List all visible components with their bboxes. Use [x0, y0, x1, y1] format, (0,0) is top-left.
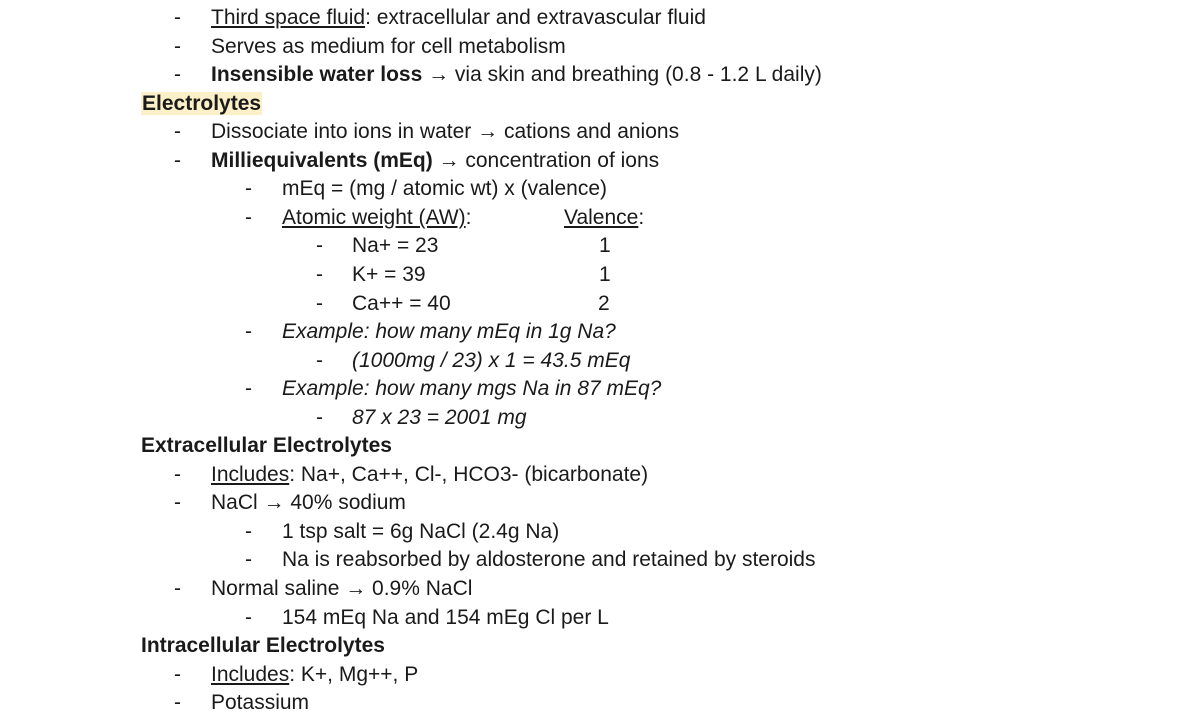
- line-text: [211, 118, 679, 147]
- valence-column: [599, 232, 611, 261]
- line-text: [211, 4, 706, 33]
- line-text: [282, 546, 816, 575]
- text-segment: 87 x 23 = 2001 mg: [352, 405, 527, 429]
- bullet-dash: -: [174, 462, 181, 486]
- text-segment: 1: [599, 234, 611, 258]
- line-text: [211, 61, 822, 90]
- text-segment: Electrolytes: [142, 91, 262, 115]
- text-segment: :: [465, 205, 472, 229]
- text-segment: Example: how many mgs Na in 87 mEq?: [282, 377, 662, 401]
- valence-column: [564, 204, 644, 233]
- text-segment: : K+, Mg++, P: [289, 662, 419, 686]
- text-segment: NaCl → 40% sodium: [211, 491, 406, 515]
- bullet-dash: -: [174, 6, 181, 29]
- bullet-dash: -: [245, 320, 252, 344]
- bullet-dash: -: [174, 34, 181, 58]
- bullet-dash: -: [174, 148, 181, 172]
- text-segment: Example: how many mEq in 1g Na?: [282, 320, 616, 344]
- line-text: [352, 261, 426, 290]
- bullet-dash: -: [174, 662, 181, 686]
- bullet-dash: -: [174, 63, 181, 87]
- line-text: [211, 147, 659, 176]
- line-text: [141, 632, 385, 661]
- text-segment: Na is reabsorbed by aldosterone and retained by steroids: [282, 548, 816, 572]
- line-text: [282, 604, 609, 633]
- bullet-dash: -: [316, 291, 323, 315]
- text-segment: → concentration of ions: [432, 148, 660, 172]
- text-segment: mEq = (mg / atomic wt) x (valence): [282, 177, 607, 201]
- text-segment: Insensible water loss: [211, 63, 423, 87]
- bullet-dash: -: [174, 491, 181, 515]
- line-text: [141, 90, 262, 119]
- bullet-dash: -: [316, 348, 323, 372]
- line-text: [282, 204, 471, 233]
- text-segment: → via skin and breathing (0.8 - 1.2 L daily): [422, 63, 822, 87]
- text-segment: 2: [598, 291, 610, 315]
- text-segment: Includes: [211, 662, 290, 686]
- line-text: [352, 232, 438, 261]
- line-text: [211, 575, 472, 604]
- text-segment: Valence: [564, 205, 639, 229]
- text-segment: : Na+, Ca++, Cl-, HCO3- (bicarbonate): [289, 462, 649, 486]
- line-text: [141, 432, 392, 461]
- bullet-dash: -: [316, 405, 323, 429]
- text-segment: :: [638, 205, 645, 229]
- line-text: [282, 375, 661, 404]
- line-text: [352, 290, 451, 319]
- line-text: [282, 518, 559, 547]
- line-text: [282, 175, 607, 204]
- text-segment: Intracellular Electrolytes: [141, 634, 385, 658]
- line-text: [211, 33, 566, 62]
- line-text: [352, 404, 527, 433]
- bullet-dash: -: [316, 234, 323, 258]
- text-segment: Extracellular Electrolytes: [141, 434, 392, 458]
- line-text: [211, 461, 648, 490]
- text-segment: Ca++ = 40: [352, 291, 451, 315]
- bullet-dash: -: [174, 691, 181, 715]
- text-segment: 1 tsp salt = 6g NaCl (2.4g Na): [282, 519, 560, 543]
- line-text: [211, 489, 406, 518]
- text-segment: Third space fluid: [211, 6, 366, 29]
- text-segment: (1000mg / 23) x 1 = 43.5 mEq: [352, 348, 631, 372]
- text-segment: Na+ = 23: [352, 234, 439, 258]
- text-segment: Milliequivalents (mEq): [211, 148, 433, 172]
- text-segment: Potassium: [211, 691, 310, 715]
- bullet-dash: -: [245, 177, 252, 201]
- line-text: [211, 661, 418, 690]
- text-segment: Normal saline → 0.9% NaCl: [211, 577, 473, 600]
- text-segment: K+ = 39: [352, 262, 426, 286]
- bullet-dash: -: [316, 262, 323, 286]
- text-segment: 1: [599, 262, 611, 286]
- line-text: [352, 347, 630, 376]
- text-segment: Serves as medium for cell metabolism: [211, 34, 566, 58]
- bullet-dash: -: [174, 577, 181, 600]
- text-segment: 154 mEq Na and 154 mEg Cl per L: [282, 605, 609, 629]
- bullet-dash: -: [245, 605, 252, 629]
- text-segment: Atomic weight (AW): [282, 205, 466, 229]
- bullet-dash: -: [245, 205, 252, 229]
- highlighted-heading: [141, 92, 262, 115]
- bullet-dash: -: [245, 519, 252, 543]
- text-segment: : extracellular and extravascular fluid: [365, 6, 706, 29]
- line-text: [282, 318, 616, 347]
- valence-column: [599, 261, 611, 290]
- valence-column: [598, 290, 610, 319]
- bullet-dash: -: [245, 548, 252, 572]
- bullet-dash: -: [245, 377, 252, 401]
- bullet-dash: -: [174, 120, 181, 144]
- text-segment: Dissociate into ions in water → cations and anions: [211, 120, 680, 144]
- text-segment: Includes: [211, 462, 290, 486]
- line-text: [211, 689, 309, 718]
